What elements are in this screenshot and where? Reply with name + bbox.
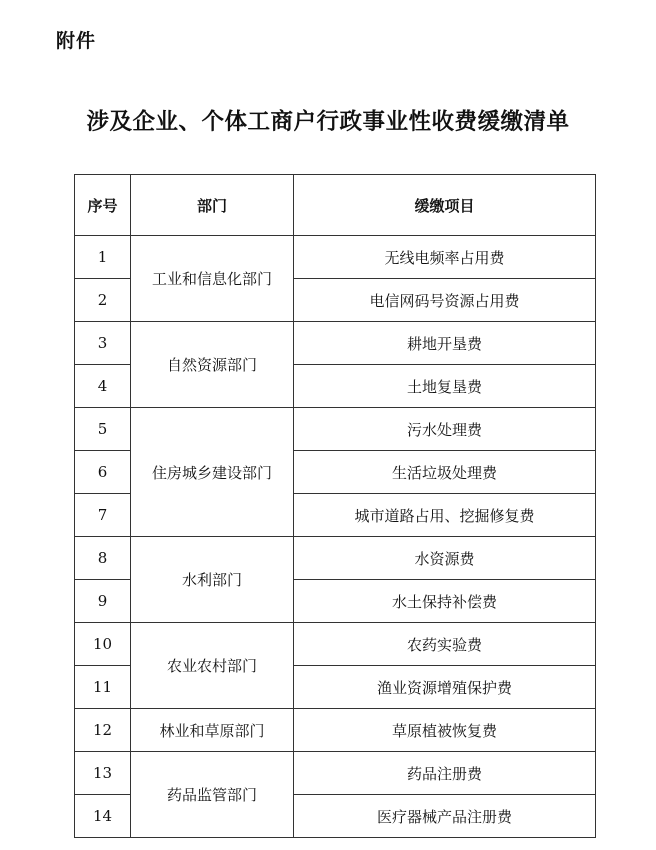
serial-number: 9: [75, 580, 131, 623]
fee-item: 医疗器械产品注册费: [294, 795, 596, 838]
fee-item: 药品注册费: [294, 752, 596, 795]
serial-number: 12: [75, 709, 131, 752]
fee-item: 污水处理费: [294, 408, 596, 451]
fee-item: 水资源费: [294, 537, 596, 580]
fee-item: 渔业资源增殖保护费: [294, 666, 596, 709]
department-cell: 农业农村部门: [131, 623, 294, 709]
column-header-item: 缓缴项目: [294, 175, 596, 236]
department-cell: 自然资源部门: [131, 322, 294, 408]
serial-number: 13: [75, 752, 131, 795]
fee-item: 无线电频率占用费: [294, 236, 596, 279]
serial-number: 4: [75, 365, 131, 408]
fee-item: 耕地开垦费: [294, 322, 596, 365]
serial-number: 10: [75, 623, 131, 666]
fee-item: 农药实验费: [294, 623, 596, 666]
attachment-label: 附件: [56, 30, 97, 52]
fee-item: 水土保持补偿费: [294, 580, 596, 623]
table-row: [75, 537, 596, 580]
table-row: [75, 752, 596, 795]
fee-item: 土地复垦费: [294, 365, 596, 408]
fee-item: 草原植被恢复费: [294, 709, 596, 752]
serial-number: 2: [75, 279, 131, 322]
serial-number: 14: [75, 795, 131, 838]
serial-number: 8: [75, 537, 131, 580]
serial-number: 3: [75, 322, 131, 365]
fee-item: 电信网码号资源占用费: [294, 279, 596, 322]
serial-number: 1: [75, 236, 131, 279]
department-cell: 林业和草原部门: [131, 709, 294, 752]
fee-item: 生活垃圾处理费: [294, 451, 596, 494]
fee-item: 城市道路占用、挖掘修复费: [294, 494, 596, 537]
serial-number: 6: [75, 451, 131, 494]
document-title: 涉及企业、个体工商户行政事业性收费缓缴清单: [86, 109, 570, 135]
department-cell: 工业和信息化部门: [131, 236, 294, 322]
table-row: [75, 322, 596, 365]
department-cell: 水利部门: [131, 537, 294, 623]
table-row: [75, 709, 596, 752]
fee-deferral-table: [74, 174, 596, 838]
serial-number: 5: [75, 408, 131, 451]
table-row: [75, 408, 596, 451]
serial-number: 7: [75, 494, 131, 537]
department-cell: 住房城乡建设部门: [131, 408, 294, 537]
table-row: [75, 236, 596, 279]
table-header-row: [75, 175, 596, 236]
column-header-department: 部门: [131, 175, 294, 236]
department-cell: 药品监管部门: [131, 752, 294, 838]
serial-number: 11: [75, 666, 131, 709]
column-header-serial: 序号: [75, 175, 131, 236]
table-row: [75, 623, 596, 666]
